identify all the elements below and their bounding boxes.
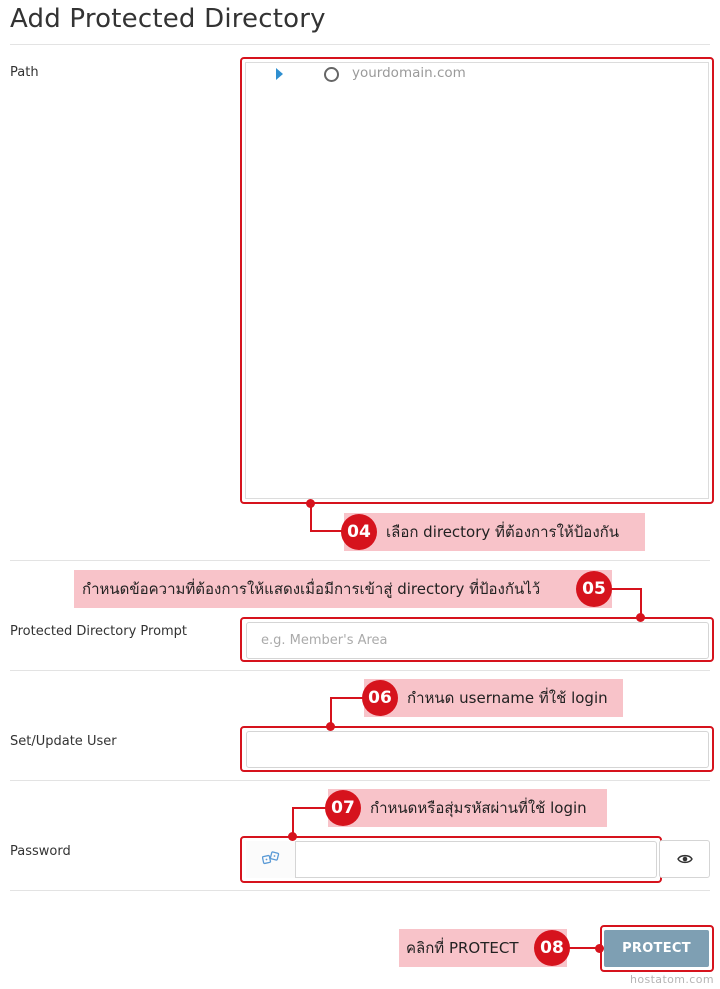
tree-item-domain[interactable]: yourdomain.com [352, 65, 466, 81]
annotation-text: กำหนดข้อความที่ต้องการให้แสดงเมื่อมีการเข้าสู่ directory ที่ป้องกันไว้ [82, 580, 541, 598]
annotation-text: คลิกที่ PROTECT [406, 939, 519, 957]
annotation-callout-06 [364, 679, 623, 717]
protect-button[interactable]: PROTECT [604, 930, 709, 967]
annotation-badge-06: 06 [362, 680, 398, 716]
annotation-callout-04 [344, 513, 645, 551]
divider [10, 560, 710, 561]
annotation-highlight-prompt [240, 617, 714, 662]
divider [10, 670, 710, 671]
annotation-highlight-protect [600, 925, 714, 972]
annotation-callout-07 [328, 789, 607, 827]
annotation-line [640, 588, 642, 616]
annotation-text: กำหนดหรือสุ่มรหัสผ่านที่ใช้ login [370, 799, 587, 817]
divider [10, 890, 710, 891]
password-label: Password [10, 844, 71, 859]
annotation-line [610, 588, 642, 590]
annotation-line [330, 697, 332, 725]
annotation-highlight-user [240, 726, 714, 772]
annotation-badge-04: 04 [341, 514, 377, 550]
watermark: hostatom.com [629, 973, 714, 986]
annotation-text: เลือก directory ที่ต้องการให้ป้องกัน [386, 523, 619, 541]
annotation-line [292, 807, 294, 835]
user-label: Set/Update User [10, 734, 117, 749]
annotation-line [330, 697, 364, 699]
annotation-highlight-password [240, 836, 662, 883]
annotation-badge-05: 05 [576, 571, 612, 607]
annotation-badge-07: 07 [325, 790, 361, 826]
annotation-text: กำหนด username ที่ใช้ login [407, 689, 608, 707]
annotation-badge-08: 08 [534, 930, 570, 966]
annotation-line [292, 807, 328, 809]
annotation-line [568, 947, 598, 949]
path-label: Path [10, 65, 39, 80]
annotation-callout-05 [74, 570, 612, 608]
divider [10, 44, 710, 45]
annotation-highlight-path [240, 57, 714, 504]
prompt-label: Protected Directory Prompt [10, 624, 188, 639]
page-title: Add Protected Directory [10, 4, 326, 34]
show-password-button[interactable] [659, 840, 710, 878]
eye-icon [677, 850, 693, 869]
divider [10, 780, 710, 781]
annotation-line [310, 503, 312, 531]
